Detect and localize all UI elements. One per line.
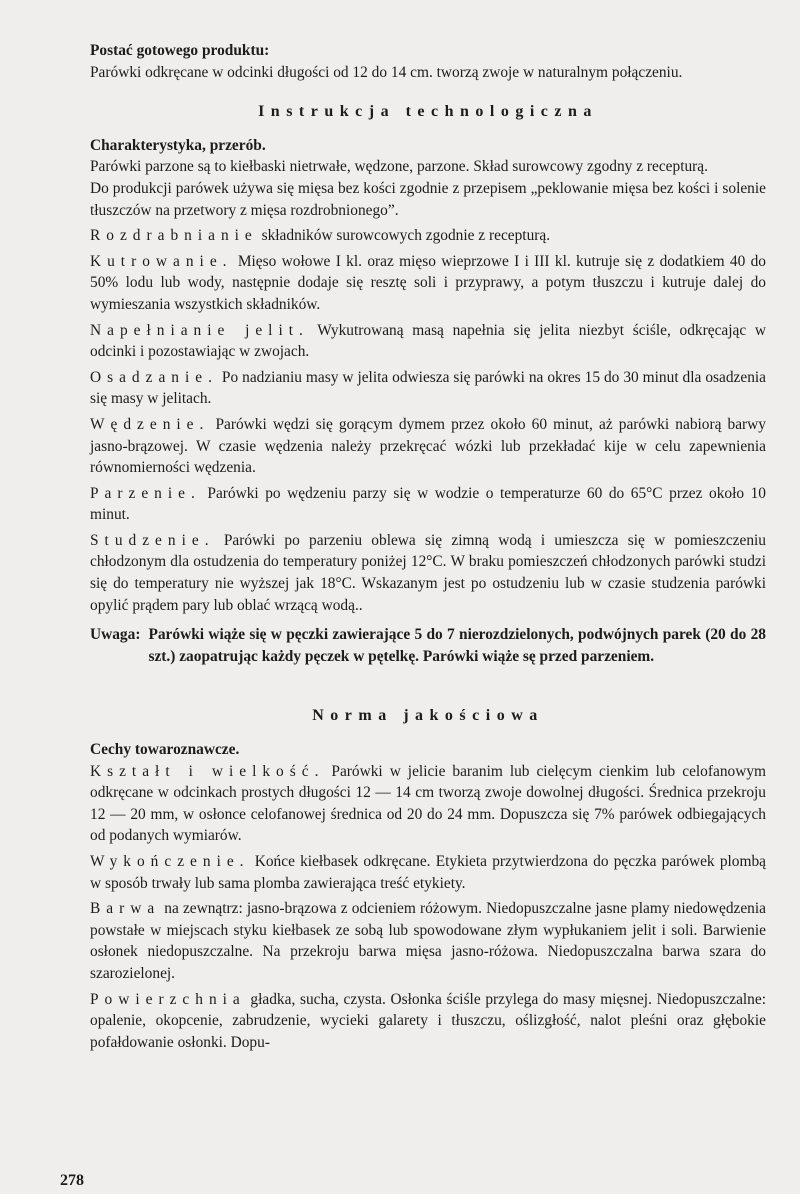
quality-item-text: gładka, sucha, czysta. Osłonka ściśle przylega do masy mięsnej. Niedopuszczalne: opalenie, okopcenie, zabrudzenie, wycieki galarety i tłuszczu, oślizgłość, nalot pleśni oraz głębokie pofałdowanie osłonki. Dopu- (90, 990, 766, 1051)
quality-item-text: Parówki w jelicie baranim lub cielęcym cienkim lub celofanowym odkręcane w odcinkach prostych długości 12 — 14 cm tworzą zwoje dowolnej długości. Średnica przekroju 12 — 20 mm, w osłonce celofanowej średnica od 20 do 24 mm. Dopuszcza się 7% parówek odbiegających od podanych wymiarów. (90, 762, 767, 845)
quality-item (90, 851, 766, 894)
tech-step (90, 530, 766, 616)
tech-step (90, 251, 766, 316)
quality-item (90, 989, 766, 1054)
tech-step-text: Parówki po parzeniu oblewa się zimną wodą i umieszcza się w pomieszczeniu chłodzonym dla ostudzenia do temperatury poniżej 12°C. W braku pomieszczeń chłodzonych parówki studzi się do temperatury nie wyższej jak 18°C. Wskazanym jest po ostudzeniu lub w czasie studzenia parówki opylić prądem pary lub oblać wrzącą wodą.. (90, 531, 766, 614)
tech-step-term: Kutrowanie. (90, 252, 233, 270)
tech-paragraph-2: Do produkcji parówek używa się mięsa bez kości zgodnie z przepisem „peklowanie mięsa bez kości i solenie tłuszczów na przetwory z mięsa rozdrobnionego”. (90, 179, 766, 219)
tech-step-text: Mięso wołowe I kl. oraz mięso wieprzowe I i III kl. kutruje się z dodatkiem 40 do 50% lodu lub wody, następnie dodaje się resztę soli i przyprawy, a potym tłuszczu i kutruje dalej do wymieszania wszystkich składników. (90, 252, 766, 313)
tech-paragraph-1: Parówki parzone są to kiełbaski nietrwałe, wędzone, parzone. Skład surowcowy zgodny z recepturą. (90, 158, 708, 176)
quality-item-text: na zewnątrz: jasno-brązowa z odcieniem różowym. Niedopuszczalne jasne plamy niedowędzenia powstałe w miejscach styku kiełbasek ze sobą lub spowodowane złym wypłukaniem jelit i soli. Barwienie osłonek niedopuszczalne. Na przekroju barwa mięsa jasno-różowa. Niedopuszczalna barwa szara do szarozielonej. (90, 900, 766, 982)
quality-subtitle: Cechy towaroznawcze. (90, 741, 240, 759)
tech-note (90, 624, 766, 667)
quality-item-term: Kształt i wielkość. (90, 762, 325, 780)
tech-step (90, 414, 766, 479)
quality-item-term: Barwa (90, 900, 161, 918)
page-number: 278 (60, 1172, 84, 1189)
tech-step-text: składników surowcowych zgodnie z recepturą. (257, 227, 551, 245)
tech-step-term: Osadzanie. (90, 368, 218, 386)
quality-section-title: Norma jakościowa (312, 707, 544, 725)
tech-step-text: Parówki po wędzeniu parzy się w wodzie o temperaturze 60 do 65°C przez około 10 minut. (90, 484, 766, 524)
note-label: Uwaga: (90, 626, 141, 644)
tech-subtitle: Charakterystyka, przerób. (90, 136, 266, 154)
tech-step-text: Wykutrowaną masą napełnia się jelita niezbyt ściśle, odkręcając w odcinki i pozostawiając w zwojach. (90, 321, 767, 361)
tech-step (90, 225, 766, 247)
tech-step (90, 367, 766, 410)
tech-step-term: Wędzenie. (90, 415, 210, 433)
tech-step-text: Parówki wędzi się gorącym dymem przez około 60 minut, aż parówki nabiorą barwy jasno-brązowej. W czasie wędzenia należy przekręcać wózki lub przekładać kije w celu zapewnienia równomierności wędzenia. (90, 415, 766, 477)
tech-step (90, 320, 766, 363)
quality-item-term: Wykończenie. (90, 853, 250, 870)
tech-section-title: Instrukcja technologiczna (258, 103, 598, 121)
quality-item (90, 898, 766, 984)
quality-item-text: Końce kiełbasek odkręcane. Etykieta przytwierdzona do pęczka parówek plombą w sposób trwały lub sama plomba zawierająca treść etykiety. (90, 853, 766, 892)
tech-step-term: Napełnianie jelit. (90, 321, 309, 339)
tech-step-term: Studzenie. (90, 531, 215, 549)
product-form-title: Postać gotowego produktu: (90, 42, 270, 59)
tech-step-term: Rozdrabnianie (90, 227, 258, 245)
tech-step-term: Parzenie. (90, 484, 201, 502)
quality-item (90, 761, 766, 847)
tech-step (90, 483, 766, 526)
tech-step-text: Po nadzianiu masy w jelita odwiesza się parówki na okres 15 do 30 minut dla osadzenia się masy w jelitach. (90, 368, 766, 408)
note-text: Parówki wiąże się w pęczki zawierające 5 do 7 nierozdzielonych, podwójnych parek (20 do 28 szt.) zaopatrując każdy pęczek w pętelkę. Parówki wiąże sę przed parzeniem. (148, 626, 766, 665)
quality-item-term: Powierzchnia (90, 990, 246, 1008)
product-form-text: Parówki odkręcane w odcinki długości od 12 do 14 cm. tworzą zwoje w naturalnym połączeniu. (90, 63, 683, 81)
